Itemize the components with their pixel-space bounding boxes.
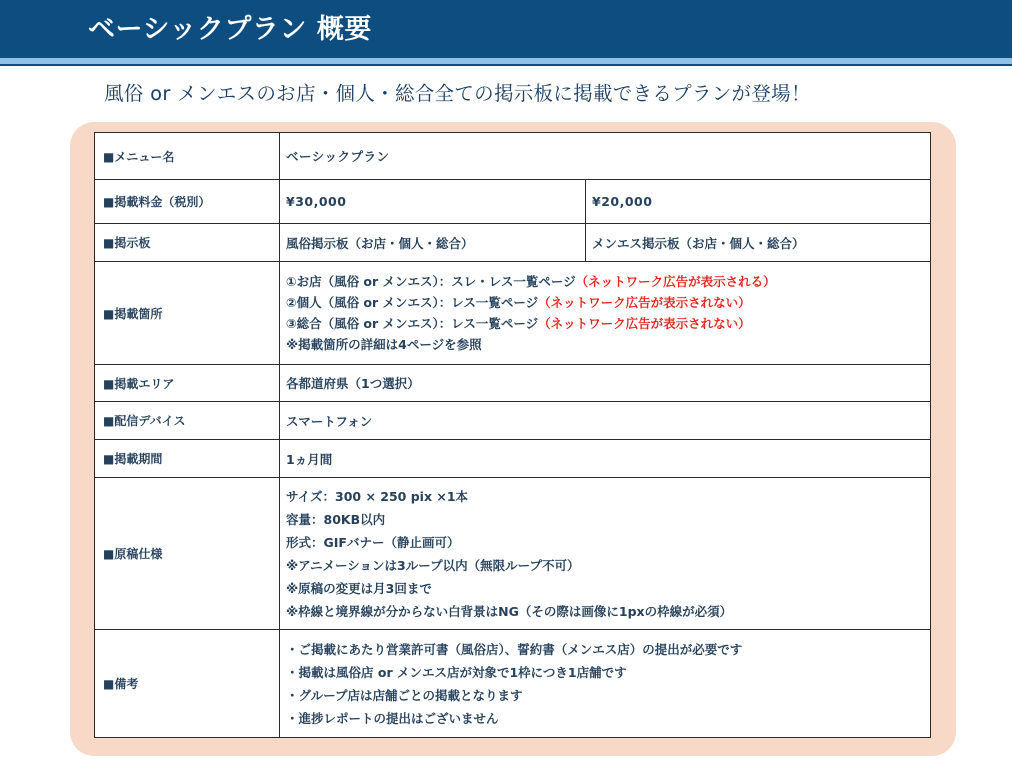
location-line-1 [286, 271, 924, 292]
spec-line-1: サイズ：300 × 250 pix ×1本 [286, 488, 469, 504]
spec-line-2: 容量：80KB以内 [286, 511, 386, 527]
value-device: スマートフォン [280, 402, 931, 440]
label-area: ■掲載エリア [95, 365, 280, 402]
header-divider-line [0, 64, 1012, 66]
spec-line-3: 形式：GIFバナー（静止画可） [286, 534, 460, 550]
row-period [95, 440, 931, 478]
row-device [95, 402, 931, 440]
page-title: ベーシックプラン 概要 [88, 14, 372, 45]
board-menesu: メンエス掲示板（お店・個人・総合） [586, 224, 931, 262]
location-line-4-main: ※掲載箇所の詳細は4ページを参照 [286, 337, 482, 352]
location-line-1-note: （ネットワーク広告が表示される） [575, 274, 776, 289]
row-menu-name [95, 133, 931, 180]
location-line-4 [286, 334, 924, 355]
lead-text: 風俗 or メンエスのお店・個人・総合全ての掲示板に掲載できるプランが登場！ [104, 82, 811, 105]
location-line-3-main: ③総合（風俗 or メンエス）：レス一覧ページ [286, 316, 539, 331]
row-area [95, 365, 931, 402]
label-device: ■配信デバイス [95, 402, 280, 440]
plan-spec-table [94, 132, 931, 738]
value-period: 1ヵ月間 [280, 440, 931, 478]
price-fuzoku: ¥30,000 [280, 180, 586, 224]
label-menu-name: ■メニュー名 [95, 133, 280, 180]
label-price: ■掲載料金（税別） [95, 180, 280, 224]
board-fuzoku: 風俗掲示板（お店・個人・総合） [280, 224, 586, 262]
notes-line-2: ・掲載は風俗店 or メンエス店が対象で1枠につき1店舗です [286, 664, 627, 680]
spec-line-6: ※枠線と境界線が分からない白背景はNG（その際は画像に1pxの枠線が必須） [286, 603, 733, 619]
row-board [95, 224, 931, 262]
location-line-2-main: ②個人（風俗 or メンエス）：レス一覧ページ [286, 295, 539, 310]
label-period: ■掲載期間 [95, 440, 280, 478]
label-board: ■掲示板 [95, 224, 280, 262]
notes-line-1: ・ご掲載にあたり営業許可書（風俗店）、誓約書（メンエス店）の提出が必要です [286, 641, 743, 657]
label-location: ■掲載箇所 [95, 262, 280, 365]
notes-line-3: ・グループ店は店舗ごとの掲載となります [286, 687, 523, 703]
value-menu-name: ベーシックプラン [280, 133, 931, 180]
label-spec: ■原稿仕様 [95, 478, 280, 630]
label-notes: ■備考 [95, 630, 280, 738]
value-area: 各都道府県（1つ選択） [280, 365, 931, 402]
row-location [95, 262, 931, 365]
value-spec [280, 478, 931, 630]
price-menesu: ¥20,000 [586, 180, 931, 224]
location-line-3 [286, 313, 924, 334]
value-location [280, 262, 931, 365]
spec-line-4: ※アニメーションは3ループ以内（無限ループ不可） [286, 557, 580, 573]
notes-line-4: ・進捗レポートの提出はございません [286, 710, 499, 726]
location-line-1-main: ①お店（風俗 or メンエス）：スレ・レス一覧ページ [286, 274, 576, 289]
row-notes [95, 630, 931, 738]
row-spec [95, 478, 931, 630]
spec-line-5: ※原稿の変更は月3回まで [286, 580, 432, 596]
row-price [95, 180, 931, 224]
location-line-2 [286, 292, 924, 313]
location-line-3-note: （ネットワーク広告が表示されない） [538, 316, 751, 331]
value-notes [280, 630, 931, 738]
location-line-2-note: （ネットワーク広告が表示されない） [538, 295, 751, 310]
